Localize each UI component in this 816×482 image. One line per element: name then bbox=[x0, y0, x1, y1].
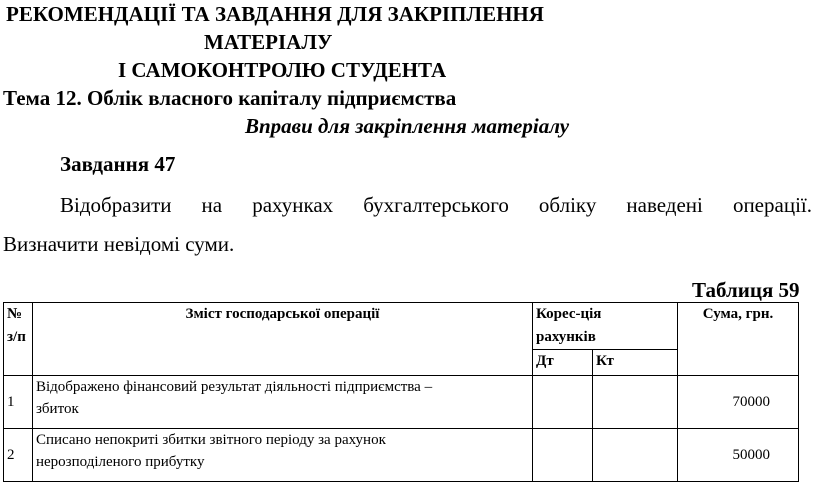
row-content-line-2: нерозподіленого прибутку bbox=[36, 454, 205, 470]
table-header-row bbox=[4, 303, 799, 350]
header-correspondence bbox=[533, 303, 678, 350]
row-number: 2 bbox=[4, 429, 33, 482]
header-number-line-1: № bbox=[7, 306, 23, 322]
header-content-label: Зміст господарської операції bbox=[185, 306, 380, 322]
header-correspondence-line-1: Корес-ція bbox=[536, 306, 602, 322]
header-content bbox=[33, 303, 533, 376]
header-number-line-2: з/п bbox=[7, 329, 26, 345]
exercise-subtitle: Вправи для закріплення матеріалу bbox=[245, 114, 570, 138]
header-correspondence-line-2: рахунків bbox=[536, 329, 596, 345]
header-amount-label: Сума, грн. bbox=[702, 306, 774, 322]
table-caption: Таблиця 59 bbox=[692, 278, 800, 302]
heading-line-3: І САМОКОНТРОЛЮ СТУДЕНТА bbox=[118, 58, 447, 82]
task-text-line-1: Відобразити на рахунках бухгалтерського обліку наведені операції. bbox=[60, 193, 812, 217]
row-content-line-2: збиток bbox=[36, 401, 79, 417]
row-number: 1 bbox=[4, 376, 33, 429]
heading-line-1: РЕКОМЕНДАЦІЇ ТА ЗАВДАННЯ ДЛЯ ЗАКРІПЛЕННЯ bbox=[6, 2, 544, 26]
row-content-line-1: Списано непокриті збитки звітного періоду за рахунок bbox=[36, 432, 386, 448]
table-row bbox=[4, 376, 799, 429]
operations-table bbox=[3, 302, 799, 482]
table-row bbox=[4, 429, 799, 482]
row-credit bbox=[593, 376, 678, 429]
row-amount: 70000 bbox=[678, 376, 799, 429]
row-amount: 50000 bbox=[678, 429, 799, 482]
row-content bbox=[33, 429, 533, 482]
row-debit bbox=[533, 376, 593, 429]
header-amount bbox=[678, 303, 799, 376]
row-content bbox=[33, 376, 533, 429]
task-text-line-2: Визначити невідомі суми. bbox=[3, 232, 235, 256]
row-debit bbox=[533, 429, 593, 482]
header-debit: Дт bbox=[533, 350, 593, 376]
row-content-line-1: Відображено фінансовий результат діяльності підприємства – bbox=[36, 379, 433, 395]
header-number bbox=[4, 303, 33, 376]
topic-title: Тема 12. Облік власного капіталу підприємства bbox=[3, 86, 457, 110]
heading-line-2: МАТЕРІАЛУ bbox=[204, 30, 333, 54]
row-credit bbox=[593, 429, 678, 482]
header-credit: Кт bbox=[593, 350, 678, 376]
task-title: Завдання 47 bbox=[60, 152, 176, 176]
